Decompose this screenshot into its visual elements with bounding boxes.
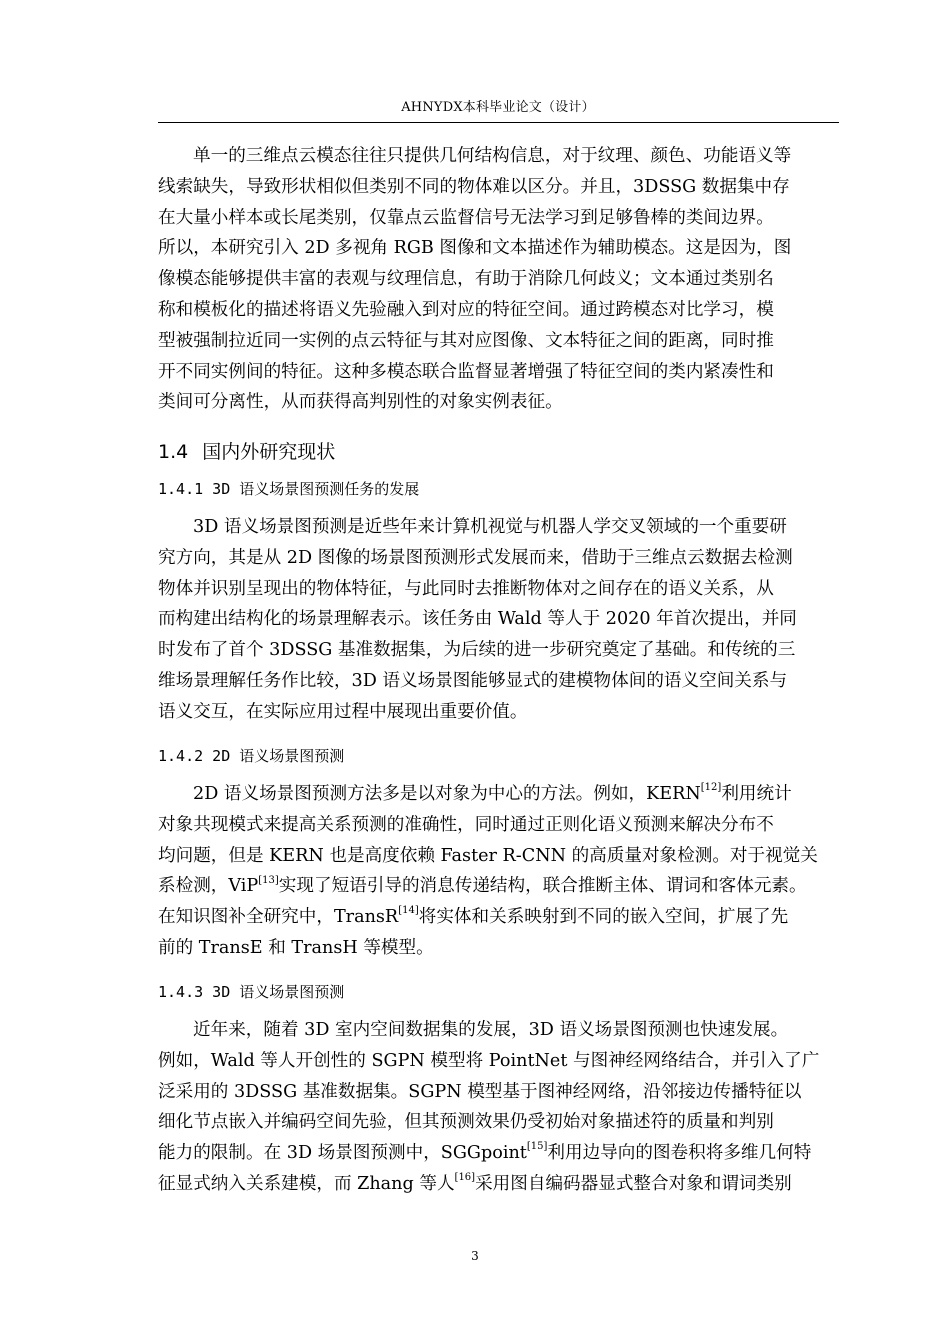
text-line: 泛采用的 3DSSG 基准数据集。SGPN 模型基于图神经网络，沿邻接边传播特征以 <box>158 1081 802 1102</box>
text-span: 在知识图补全研究中，TransR <box>158 907 399 928</box>
text-line: 物体并识别呈现出的物体特征，与此同时去推断物体对之间存在的语义关系，从 <box>158 578 774 599</box>
section-number: 1.4 <box>158 441 189 463</box>
text-line <box>158 902 839 933</box>
text-span: 2D 语义场景图预测方法多是以对象为中心的方法。例如，KERN <box>193 784 701 804</box>
text-span: 系检测，ViP <box>158 876 259 897</box>
subsection-heading-1-4-3: 1.4.3 3D 语义场景图预测 <box>158 983 345 1001</box>
text-line: 究方向，其是从 2D 图像的场景图预测形式发展而来，借助于三维点云数据去检测 <box>158 547 793 568</box>
text-span: 采用图自编码器显式整合对象和谓词类别 <box>475 1173 792 1194</box>
text-span: 能力的限制。在 3D 场景图预测中，SGGpoint <box>158 1143 527 1164</box>
paragraph-multimodal-motivation <box>158 141 839 418</box>
paragraph-3dssg-development <box>158 512 839 728</box>
citation-ref: [15] <box>526 1141 548 1153</box>
text-line: 而构建出结构化的场景理解表示。该任务由 Wald 等人于 2020 年首次提出，并同 <box>158 609 797 630</box>
text-line: 型被强制拉近同一实例的点云特征与其对应图像、文本特征之间的距离，同时推 <box>158 330 774 351</box>
text-line: 近年来，随着 3D 室内空间数据集的发展，3D 语义场景图预测也快速发展。 <box>193 1020 789 1040</box>
subsection-heading-1-4-1: 1.4.1 3D 语义场景图预测任务的发展 <box>158 480 420 498</box>
subsection-heading-1-4-2: 1.4.2 2D 语义场景图预测 <box>158 747 345 765</box>
text-span: 将实体和关系映射到不同的嵌入空间，扩展了先 <box>418 907 789 928</box>
citation-ref: [14] <box>398 905 419 917</box>
text-line: 细化节点嵌入并编码空间先验，但其预测效果仍受初始对象描述符的质量和判别 <box>158 1112 774 1133</box>
text-line: 类间可分离性，从而获得高判别性的对象实例表征。 <box>158 392 563 413</box>
text-line: 例如，Wald 等人开创性的 SGPN 模型将 PointNet 与图神经网络结合，并引入了广 <box>158 1050 820 1071</box>
text-line: 前的 TransE 和 TransH 等模型。 <box>158 937 434 958</box>
page-header: AHNYDX本科毕业论文（设计） <box>401 100 595 115</box>
paragraph-2d-sgg <box>158 779 839 964</box>
text-line: 语义交互，在实际应用过程中展现出重要价值。 <box>158 701 528 722</box>
text-line <box>158 779 839 810</box>
text-line: 维场景理解任务作比较，3D 语义场景图能够显式的建模物体间的语义空间关系与 <box>158 670 788 691</box>
text-line: 开不同实例间的特征。这种多模态联合监督显著增强了特征空间的类内紧凑性和 <box>158 361 774 382</box>
text-line <box>158 871 839 902</box>
citation-ref: [12] <box>700 782 722 794</box>
citation-ref: [16] <box>454 1172 476 1184</box>
citation-ref: [13] <box>258 874 279 886</box>
text-line <box>158 1169 839 1200</box>
text-line <box>158 1138 839 1169</box>
header-rule <box>158 122 839 123</box>
text-line: 时发布了首个 3DSSG 基准数据集，为后续的进一步研究奠定了基础。和传统的三 <box>158 640 796 661</box>
text-span: 利用统计 <box>721 784 792 804</box>
section-heading-1-4 <box>158 437 335 464</box>
text-line: 线索缺失，导致形状相似但类别不同的物体难以区分。并且，3DSSG 数据集中存 <box>158 176 790 197</box>
text-line: 像模态能够提供丰富的表观与纹理信息，有助于消除几何歧义；文本通过类别名 <box>158 269 774 290</box>
text-span: 实现了短语引导的消息传递结构，联合推断主体、谓词和客体元素。 <box>278 876 807 897</box>
page-number: 3 <box>471 1249 479 1263</box>
text-span: 征显式纳入关系建模，而 Zhang 等人 <box>158 1173 455 1194</box>
text-line: 在大量小样本或长尾类别，仅靠点云监督信号无法学习到足够鲁棒的类间边界。 <box>158 207 774 228</box>
text-line: 对象共现模式来提高关系预测的准确性，同时通过正则化语义预测来解决分布不 <box>158 814 774 835</box>
paragraph-3d-sgg <box>158 1015 839 1200</box>
text-span: 利用边导向的图卷积将多维几何特 <box>547 1143 812 1164</box>
section-title: 国内外研究现状 <box>202 441 336 463</box>
text-line: 所以，本研究引入 2D 多视角 RGB 图像和文本描述作为辅助模态。这是因为，图 <box>158 238 792 259</box>
text-line: 称和模板化的描述将语义先验融入到对应的特征空间。通过跨模态对比学习，模 <box>158 299 774 320</box>
text-line: 均问题，但是 KERN 也是高度依赖 Faster R-CNN 的高质量对象检测。对于视觉关 <box>158 845 818 866</box>
text-line: 单一的三维点云模态往往只提供几何结构信息，对于纹理、颜色、功能语义等 <box>193 146 792 166</box>
text-line: 3D 语义场景图预测是近些年来计算机视觉与机器人学交叉领域的一个重要研 <box>193 517 787 537</box>
